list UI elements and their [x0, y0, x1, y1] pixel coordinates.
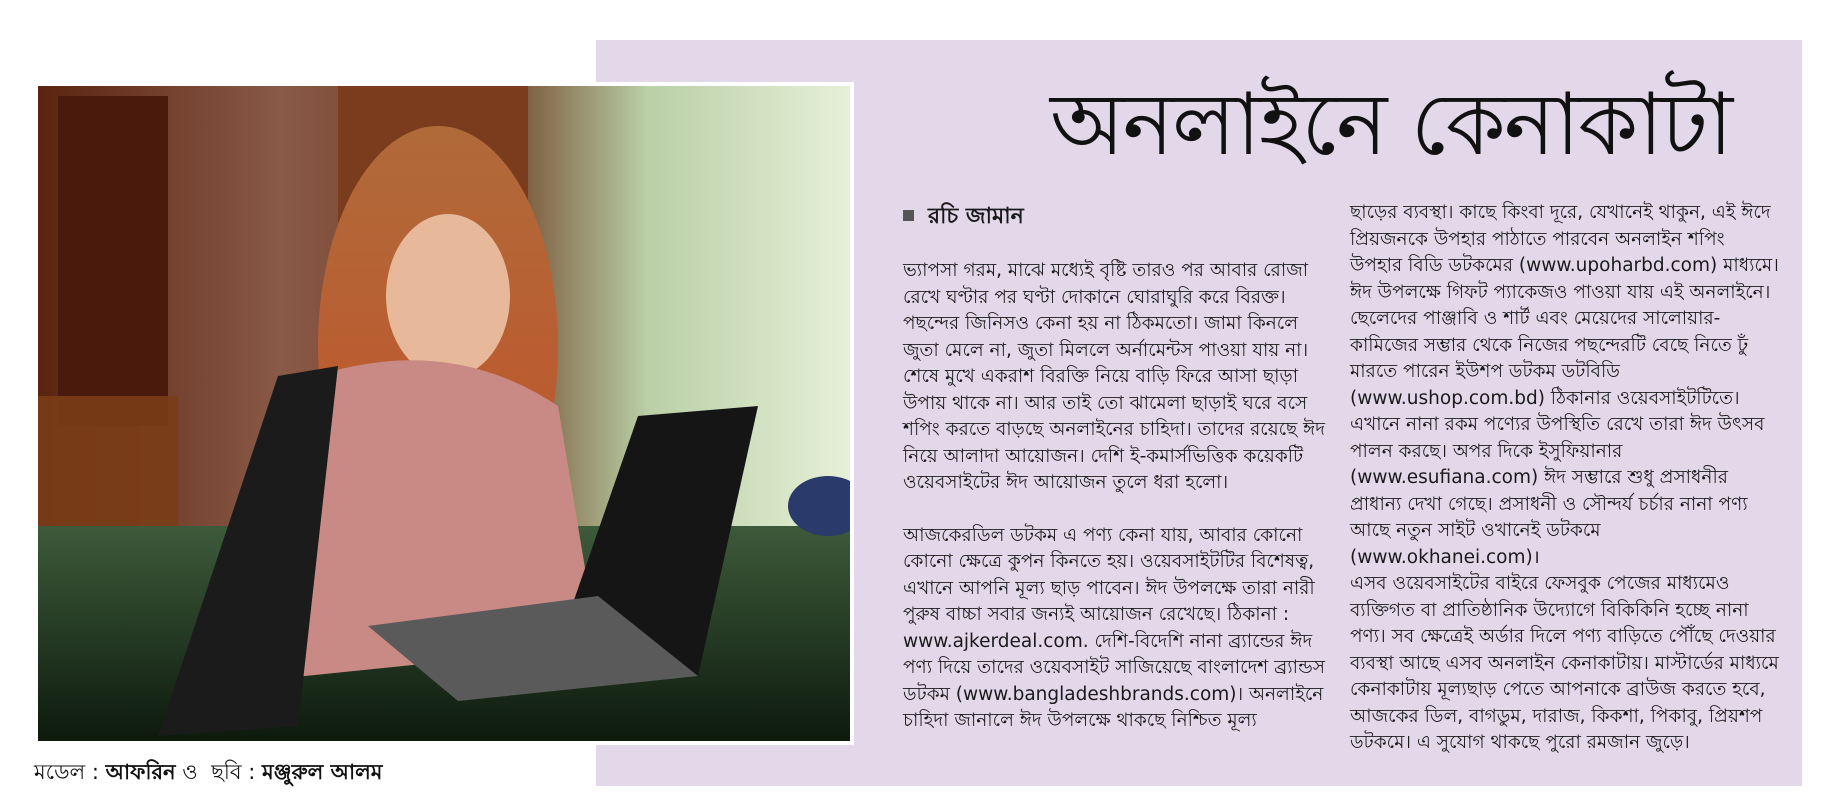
column1-paragraph-1: ভ্যাপসা গরম, মাঝে মধ্যেই বৃষ্টি তারও পর আবার রোজা রেখে ঘণ্টার পর ঘণ্টা দোকানে ঘোরাঘুরি করে বিরক্ত। পছন্দের জিনিসও কেনা হয় না ঠিকমতো। জামা কিনলে জুতা মেলে না, জুতা মিললে অর্নামেন্টস পাওয়া যায় না। শেষে মুখে একরাশ বিরক্তি নিয়ে বাড়ি ফিরে আসা ছাড়া উপায় থাকে না। আর তাই তো ঝামেলা ছাড়াই ঘরে বসে শপিং করতে বাড়ছে অনলাইনের চাহিদা। তাদের রয়েছে ঈদ নিয়ে আলাদা আয়োজন। দেশি ই-কমার্সভিত্তিক কয়েকটি ওয়েবসাইটের ঈদ আয়োজন তুলে ধরা হলো।: [903, 260, 1325, 493]
photo-caption: [34, 758, 594, 786]
byline-bullet: [903, 210, 914, 221]
caption-joiner: ও: [182, 760, 198, 784]
caption-photo-label: ছবি :: [211, 760, 256, 784]
column2-paragraph-3: এসব ওয়েবসাইটের বাইরে ফেসবুক পেজের মাধ্যমেও ব্যক্তিগত বা প্রাতিষ্ঠানিক উদ্যোগে বিকিকিনি হচ্ছে নানা পণ্য। সব ক্ষেত্রেই অর্ডার দিলে পণ্য বাড়িতে পৌঁছে দেওয়ার ব্যবস্থা আছে এসব অনলাইন কেনাকাটায়। মাস্টার্ডের মাধ্যমে কেনাকাটায় মূল্যছাড় পেতে আপনাকে ব্রাউজ করতে হবে, আজকের ডিল, বাগডুম, দারাজ, কিকশা, পিকাবু, প্রিয়শপ ডটকমে। এ সুযোগ থাকছে পুরো রমজান জুড়ে।: [1350, 573, 1779, 753]
article-column-2: [1350, 200, 1780, 757]
column2-paragraph-2: ছেলেদের পাঞ্জাবি ও শার্ট এবং মেয়েদের সালোয়ার-কামিজের সম্ভার থেকে নিজের পছন্দেরটি বেছে নিতে ঢুঁ মারতে পারেন ইউশপ ডটকম ডটবিডি (www.ushop.com.bd) ঠিকানার ওয়েবসাইটটিতে। এখানে নানা রকম পণ্যের উপস্থিতি রেখে তারা ঈদ উৎসব পালন করছে। অপর দিকে ইসুফিয়ানার (www.esufiana.com) ঈদ সম্ভারে শুধু প্রসাধনীর প্রাধান্য দেখা গেছে। প্রসাধনী ও সৌন্দর্য চর্চার নানা পণ্য আছে নতুন সাইট ওখানেই ডটকমে (www.okhanei.com)।: [1350, 308, 1765, 568]
photo-face: [386, 214, 510, 378]
paragraph-gap: [903, 497, 1328, 523]
column1-paragraph-2: আজকেরডিল ডটকম এ পণ্য কেনা যায়, আবার কোনো কোনো ক্ষেত্রে কুপন কিনতে হয়। ওয়েবসাইটটির বিশেষত্ব, এখানে আপনি মূল্য ছাড় পাবেন। ঈদ উপলক্ষে তারা নারী পুরুষ বাচ্চা সবার জন্যই আয়োজন রেখেছে। ঠিকানা : www.ajkerdeal.com. দেশি-বিদেশি নানা ব্র্যান্ডের ঈদ পণ্য দিয়ে তাদের ওয়েবসাইট সাজিয়েছে বাংলাদেশ ব্র্যান্ডস ডটকম (www.bangladeshbrands.com)। অনলাইনে চাহিদা জানালে ঈদ উপলক্ষে থাকছে নিশ্চিত মূল্য: [903, 524, 1326, 731]
byline-author: রচি জামান: [928, 204, 1024, 229]
article-column-1: [903, 258, 1328, 735]
caption-model-label: মডেল :: [34, 760, 99, 784]
caption-model-name: আফরিন: [105, 760, 176, 784]
caption-photographer: মঞ্জুরুল আলম: [261, 760, 383, 784]
article-headline: অনলাইনে কেনাকাটা: [1050, 75, 1732, 175]
photo-cabinet: [58, 96, 168, 426]
article-photo: [34, 82, 854, 745]
byline: [903, 202, 1024, 232]
column2-paragraph-1: ছাড়ের ব্যবস্থা। কাছে কিংবা দূরে, যেখানেই থাকুন, এই ঈদে প্রিয়জনকে উপহার পাঠাতে পারবেন অনলাইন শপিং উপহার বিডি ডটকমের (www.upoharbd.com) মাধ্যমে। ঈদ উপলক্ষে গিফট প্যাকেজও পাওয়া যায় এই অনলাইনে।: [1350, 202, 1779, 303]
